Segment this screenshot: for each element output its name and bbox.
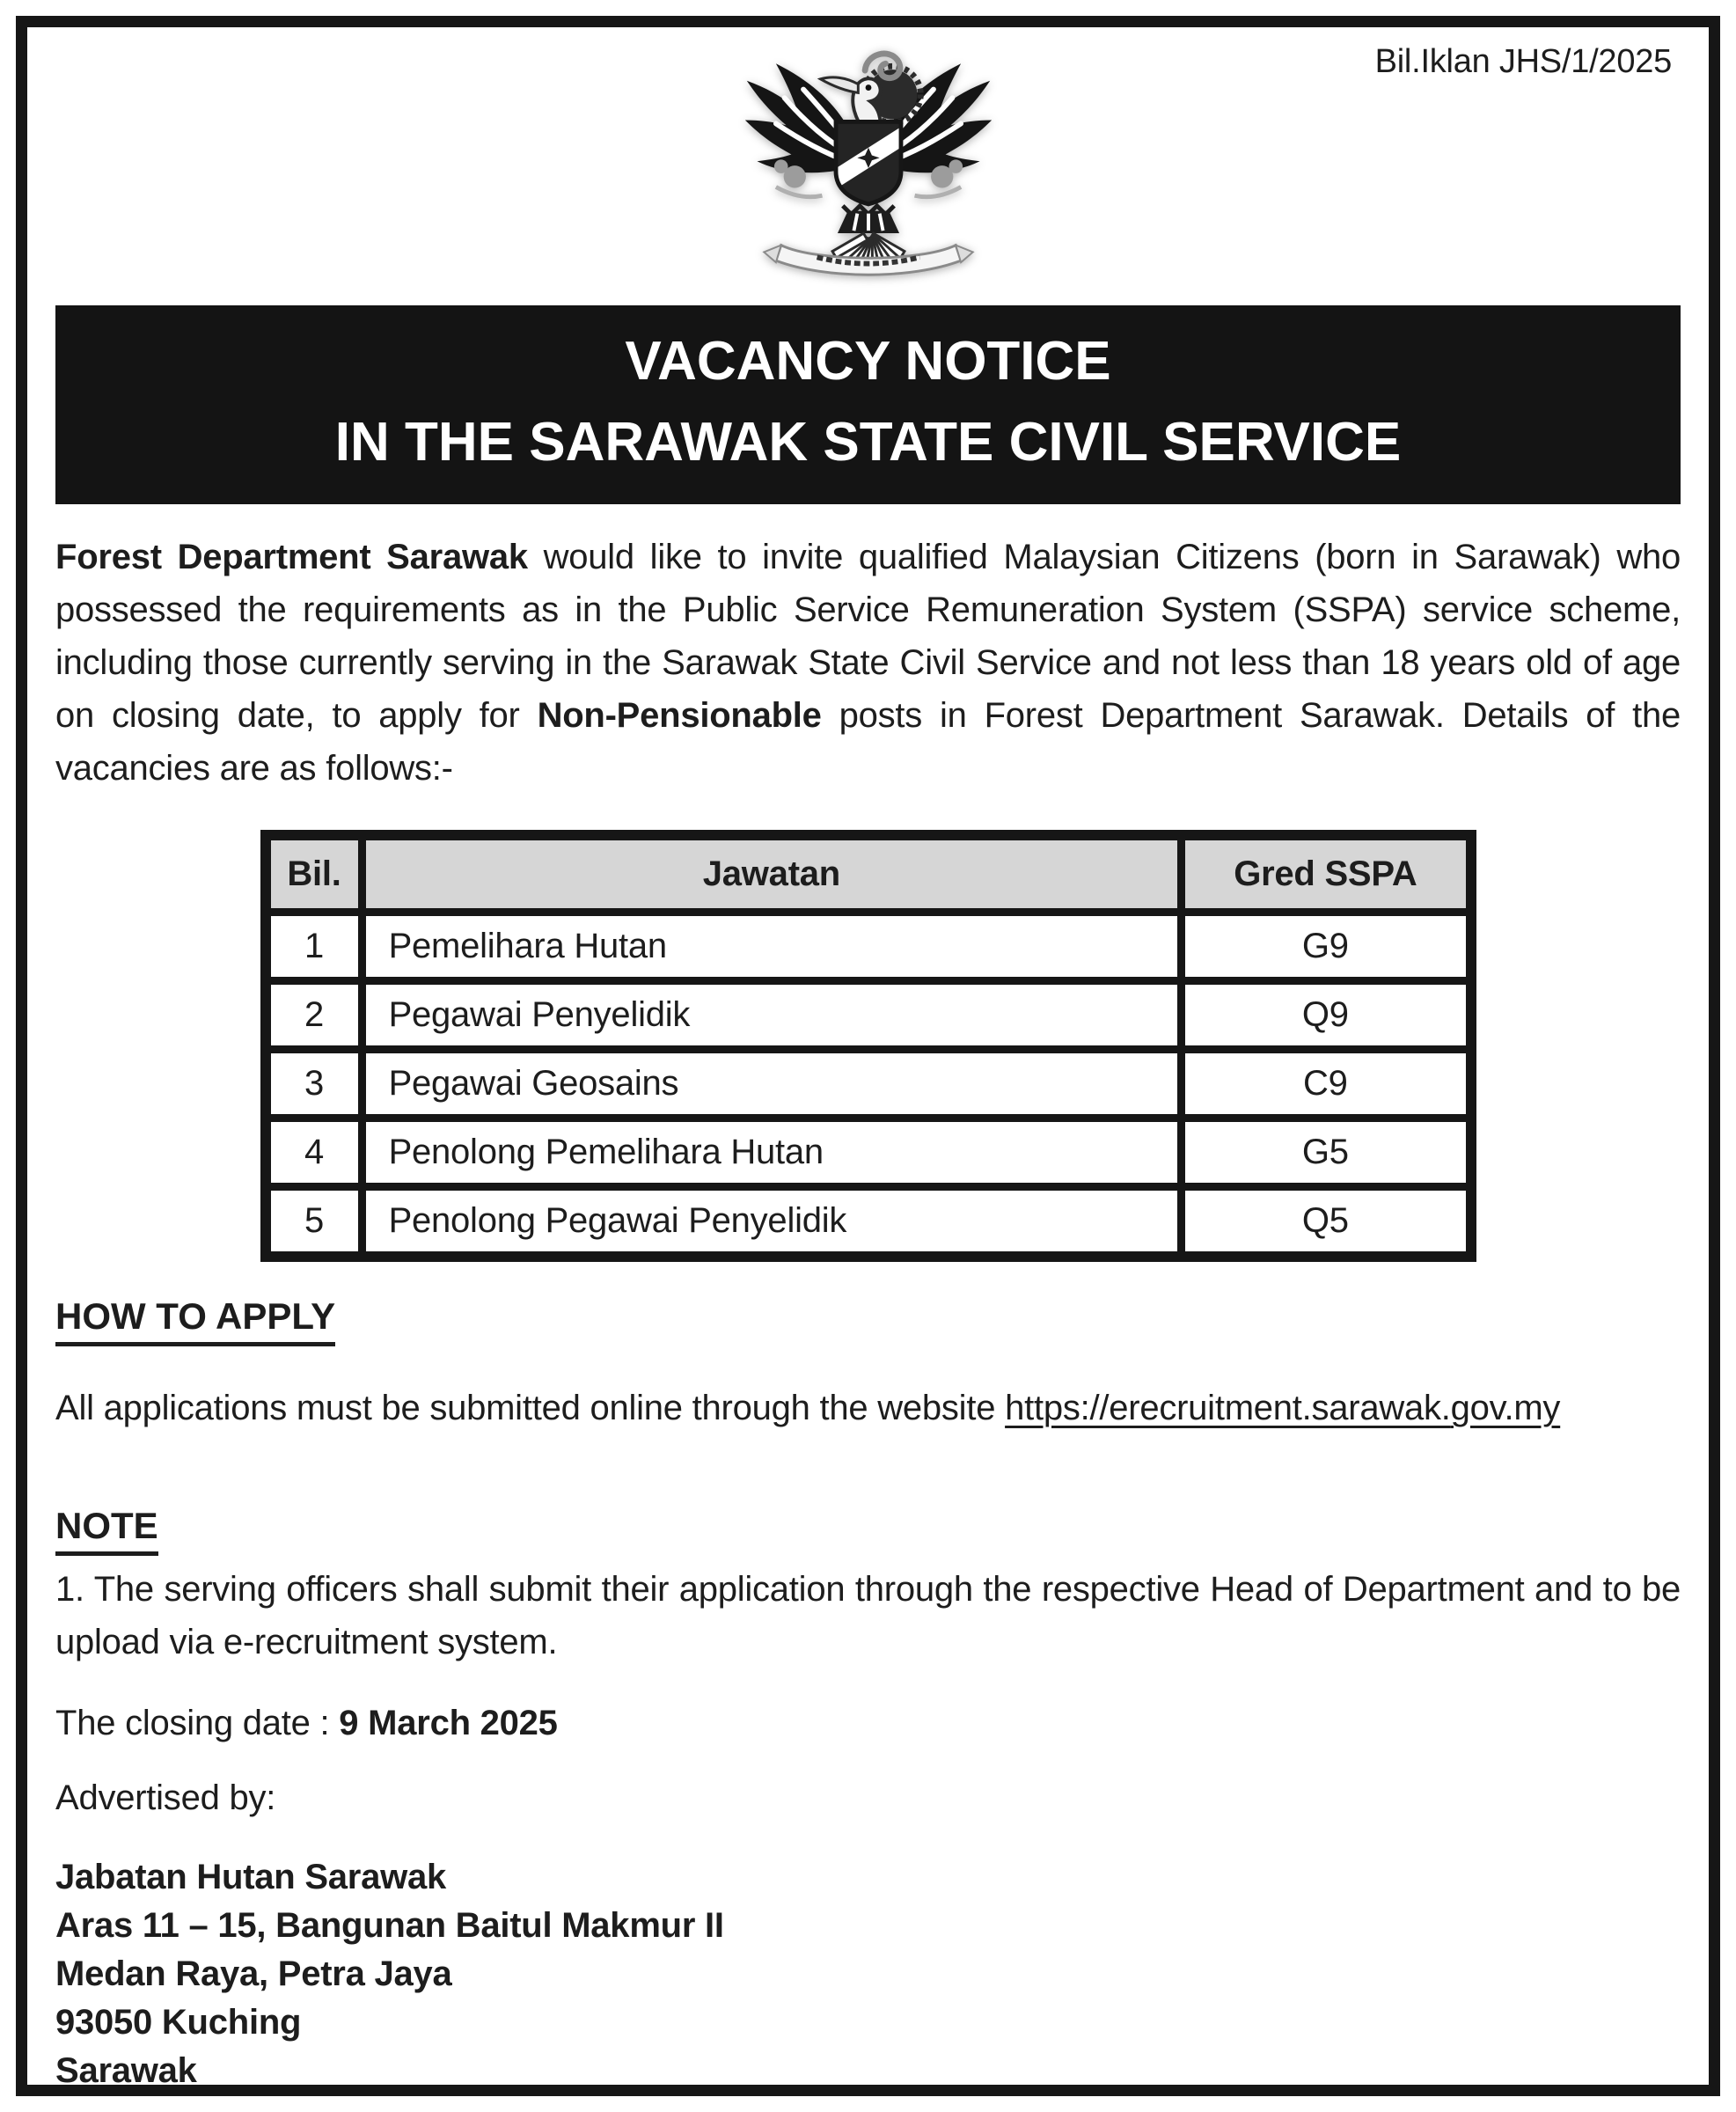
table-row <box>266 981 1471 1050</box>
document-border <box>16 16 1720 2096</box>
cell-bil: 5 <box>266 1187 363 1258</box>
table-row <box>266 1187 1471 1258</box>
address-line: Sarawak <box>55 2051 197 2085</box>
how-to-apply-paragraph <box>55 1382 1681 1434</box>
how-to-apply-text: All applications must be submitted online through the website <box>55 1389 1006 1427</box>
erecruitment-link[interactable] <box>1005 1389 1560 1427</box>
cell-bil: 3 <box>266 1050 363 1118</box>
address-line: Medan Raya, Petra Jaya <box>55 1954 452 1993</box>
cell-bil: 2 <box>266 981 363 1050</box>
cell-gred: G5 <box>1182 1118 1471 1187</box>
column-header-bil: Bil. <box>266 835 363 913</box>
column-header-gred: Gred SSPA <box>1182 835 1471 913</box>
table-row <box>266 913 1471 981</box>
table-header-row <box>266 835 1471 913</box>
title-line-2: IN THE SARAWAK STATE CIVIL SERVICE <box>334 412 1402 473</box>
cell-bil: 4 <box>266 1118 363 1187</box>
closing-date-label: The closing date : <box>55 1704 340 1742</box>
table-row <box>266 1118 1471 1187</box>
title-banner <box>55 305 1681 504</box>
address-line: Aras 11 – 15, Bangunan Baitul Makmur II <box>55 1906 724 1945</box>
cell-gred: G9 <box>1182 913 1471 981</box>
erecruitment-link-part2: gov.my <box>1450 1389 1561 1427</box>
cell-gred: Q5 <box>1182 1187 1471 1258</box>
table-row <box>266 1050 1471 1118</box>
intro-text-a: would like to invite qualified Malaysian Citizens (born in Sarawak) who possessed the requirements as in the Public Service Remuneration System (SSPA) service scheme, including those currently serving in the Sarawak State Civil Service and not less than 18 years old of age on closing date, to apply for <box>55 538 1681 735</box>
closing-date-value: 9 March 2025 <box>339 1704 558 1742</box>
intro-bold-nonpensionable: Non-Pensionable <box>537 696 822 735</box>
erecruitment-link-part1: https://erecruitment.sarawak. <box>1005 1389 1451 1427</box>
document-content <box>27 27 1709 2085</box>
cell-jawatan: Penolong Pemelihara Hutan <box>362 1118 1182 1187</box>
how-to-apply-heading: HOW TO APPLY <box>55 1295 335 1346</box>
advert-reference-number: Bil.Iklan JHS/1/2025 <box>1374 43 1672 80</box>
vacancy-table <box>260 830 1476 1262</box>
cell-gred: Q9 <box>1182 981 1471 1050</box>
advertised-by-label: Advertised by: <box>55 1778 276 1817</box>
cell-bil: 1 <box>266 913 363 981</box>
advertiser-address-block <box>55 1853 1681 2085</box>
column-header-jawatan: Jawatan <box>362 835 1182 913</box>
address-line: 93050 Kuching <box>55 2003 302 2042</box>
cell-jawatan: Penolong Pegawai Penyelidik <box>362 1187 1182 1258</box>
cell-jawatan: Pegawai Penyelidik <box>362 981 1182 1050</box>
address-line: Jabatan Hutan Sarawak <box>55 1858 447 1896</box>
sarawak-crest-icon <box>723 41 1014 298</box>
intro-text-b: posts in Forest Department Sarawak. Details of the vacancies are as follows:- <box>55 696 1681 788</box>
intro-bold-department: Forest Department Sarawak <box>55 538 528 576</box>
intro-paragraph <box>55 531 1681 795</box>
title-line-1: VACANCY NOTICE <box>625 331 1111 392</box>
closing-date-line <box>55 1704 1681 1743</box>
cell-gred: C9 <box>1182 1050 1471 1118</box>
note-paragraph: 1. The serving officers shall submit their application through the respective Head of Department and to be upload via e-recruitment system. <box>55 1570 1681 1661</box>
cell-jawatan: Pegawai Geosains <box>362 1050 1182 1118</box>
cell-jawatan: Pemelihara Hutan <box>362 913 1182 981</box>
note-heading: NOTE <box>55 1505 158 1556</box>
